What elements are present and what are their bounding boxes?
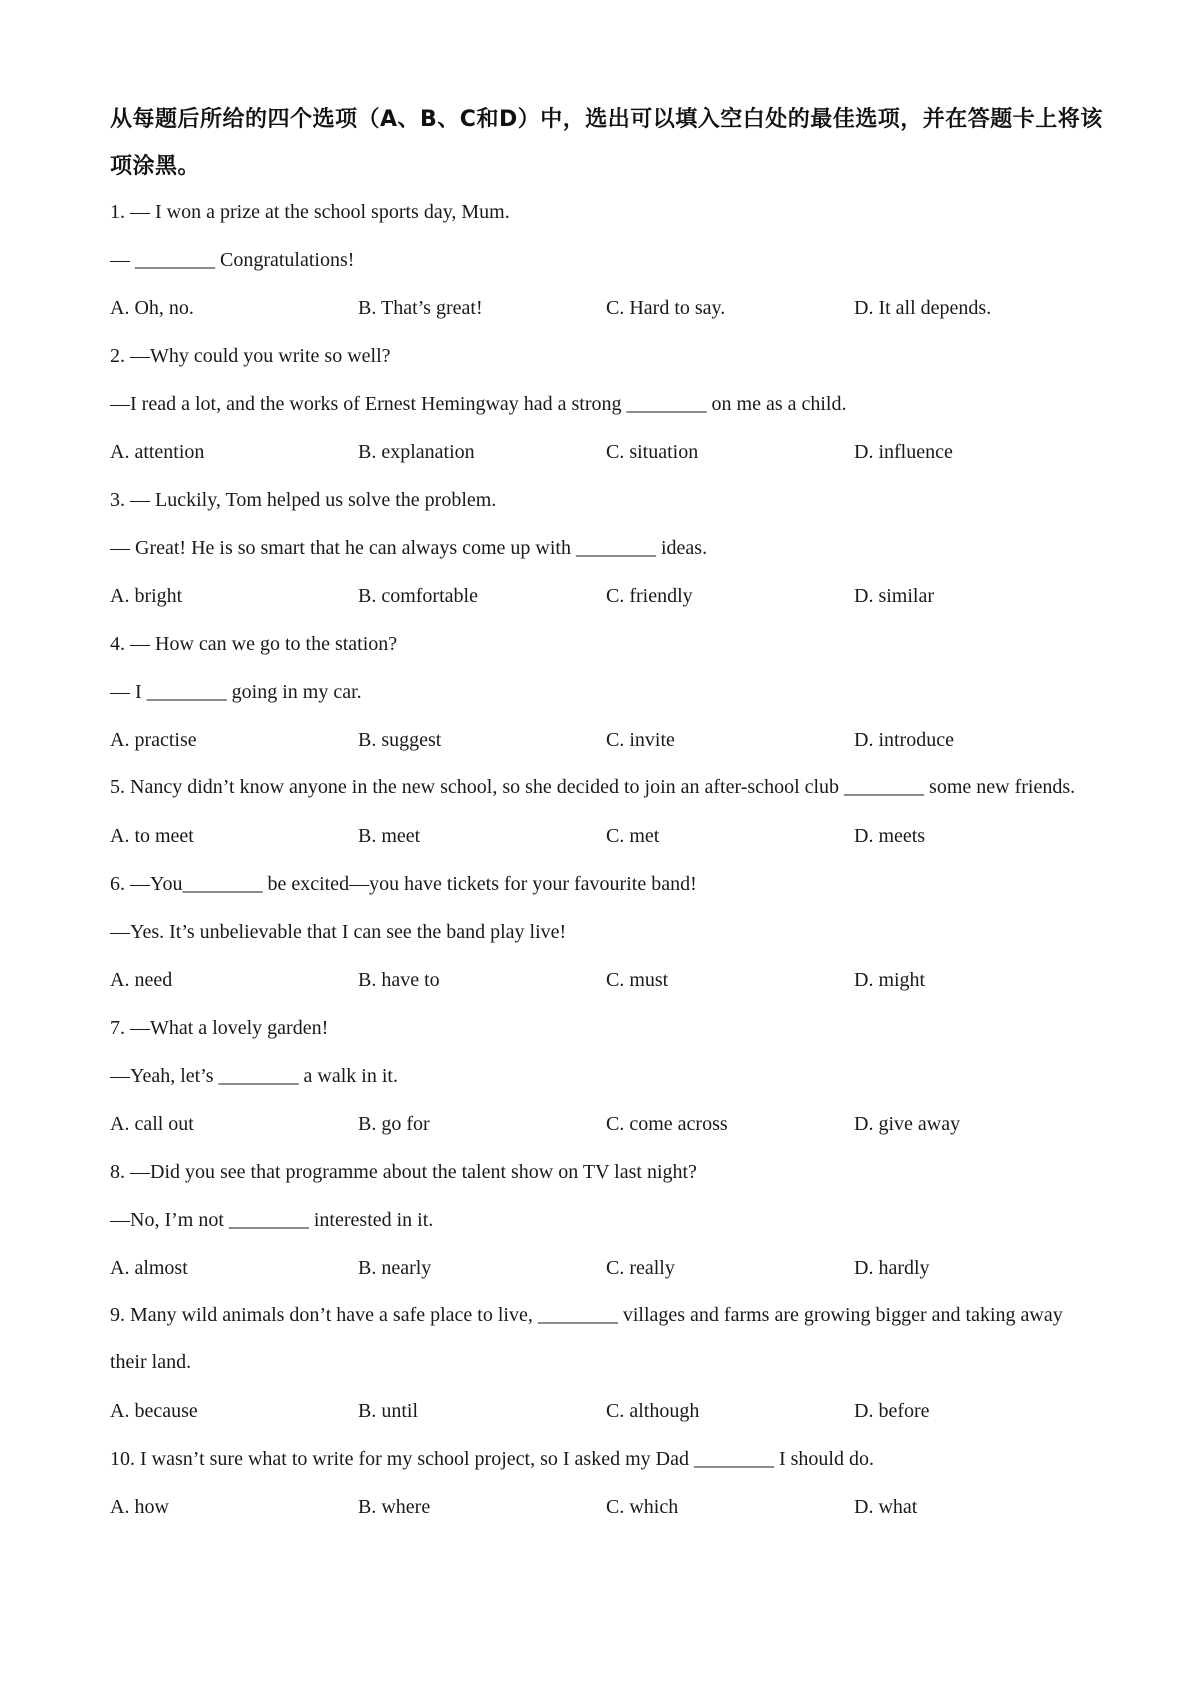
option-b[interactable]: B. explanation xyxy=(358,441,475,463)
question-response: — Great! He is so smart that he can always come up with ________ ideas. xyxy=(110,537,708,559)
question-8 xyxy=(110,1148,1100,1292)
option-d[interactable]: D. meets xyxy=(854,824,926,847)
answer-options xyxy=(110,1387,1100,1435)
option-b[interactable]: B. nearly xyxy=(358,1256,432,1279)
option-c[interactable]: C. situation xyxy=(606,441,699,463)
question-stem: 8. —Did you see that programme about the talent show on TV last night? xyxy=(110,1160,697,1183)
option-a[interactable]: A. almost xyxy=(110,1256,188,1279)
question-7 xyxy=(110,1004,1100,1148)
option-d[interactable]: D. before xyxy=(854,1399,930,1422)
section-instruction: 从每题后所给的四个选项（A、B、C和D）中，选出可以填入空白处的最佳选项，并在答题卡上将该项涂黑。 xyxy=(110,107,1103,179)
option-d[interactable]: D. similar xyxy=(854,585,934,607)
question-response: —No, I’m not ________ interested in it. xyxy=(110,1208,434,1231)
option-c[interactable]: C. really xyxy=(606,1256,675,1279)
option-c[interactable]: C. invite xyxy=(606,729,675,751)
option-d[interactable]: D. give away xyxy=(854,1112,961,1135)
question-stem: 4. — How can we go to the station? xyxy=(110,633,398,655)
option-b[interactable]: B. suggest xyxy=(358,729,442,751)
option-a[interactable]: A. practise xyxy=(110,729,197,751)
option-c[interactable]: C. friendly xyxy=(606,585,693,607)
option-a[interactable]: A. how xyxy=(110,1495,169,1518)
question-stem: 5. Nancy didn’t know anyone in the new school, so she decided to join an after-school club ________ some new friends. xyxy=(110,776,1076,798)
option-c[interactable]: C. which xyxy=(606,1495,679,1518)
answer-options xyxy=(110,716,1100,764)
question-stem: 10. I wasn’t sure what to write for my school project, so I asked my Dad ________ I should do. xyxy=(110,1447,874,1470)
option-d[interactable]: D. might xyxy=(854,968,926,991)
question-list xyxy=(110,188,1100,1531)
question-5 xyxy=(110,764,1100,860)
option-a[interactable]: A. call out xyxy=(110,1112,194,1135)
option-b[interactable]: B. until xyxy=(358,1399,419,1422)
question-response: — I ________ going in my car. xyxy=(110,681,362,703)
option-a[interactable]: A. because xyxy=(110,1399,198,1422)
option-d[interactable]: D. introduce xyxy=(854,729,954,751)
question-response: — ________ Congratulations! xyxy=(110,249,355,271)
answer-options xyxy=(110,812,1100,860)
question-4 xyxy=(110,620,1100,764)
option-a[interactable]: A. bright xyxy=(110,585,183,607)
option-a[interactable]: A. attention xyxy=(110,441,205,463)
question-response: —I read a lot, and the works of Ernest Hemingway had a strong ________ on me as a child. xyxy=(110,393,847,415)
answer-options xyxy=(110,956,1100,1004)
option-a[interactable]: A. to meet xyxy=(110,824,194,847)
question-stem: 6. —You________ be excited—you have tickets for your favourite band! xyxy=(110,872,697,895)
option-b[interactable]: B. That’s great! xyxy=(358,297,483,319)
option-c[interactable]: C. come across xyxy=(606,1112,728,1135)
question-stem: 7. —What a lovely garden! xyxy=(110,1016,329,1039)
question-1 xyxy=(110,188,1100,332)
option-a[interactable]: A. Oh, no. xyxy=(110,297,194,319)
option-c[interactable]: C. although xyxy=(606,1399,700,1422)
option-b[interactable]: B. meet xyxy=(358,824,421,847)
option-b[interactable]: B. comfortable xyxy=(358,585,478,607)
question-6 xyxy=(110,860,1100,1004)
option-c[interactable]: C. met xyxy=(606,824,660,847)
question-2 xyxy=(110,332,1100,476)
answer-options xyxy=(110,1244,1100,1292)
answer-options xyxy=(110,428,1100,476)
question-10 xyxy=(110,1435,1100,1531)
option-d[interactable]: D. what xyxy=(854,1495,918,1518)
question-response: —Yeah, let’s ________ a walk in it. xyxy=(110,1064,398,1087)
answer-options xyxy=(110,1100,1100,1148)
option-b[interactable]: B. have to xyxy=(358,968,440,991)
option-a[interactable]: A. need xyxy=(110,968,173,991)
question-response: —Yes. It’s unbelievable that I can see the band play live! xyxy=(110,920,567,943)
question-stem: 1. — I won a prize at the school sports day, Mum. xyxy=(110,201,510,223)
option-b[interactable]: B. where xyxy=(358,1495,431,1518)
question-stem: 9. Many wild animals don’t have a safe place to live, ________ villages and farms are growing bigger and taking away their land. xyxy=(110,1303,1063,1373)
question-3 xyxy=(110,476,1100,620)
question-stem: 2. —Why could you write so well? xyxy=(110,345,391,367)
question-stem: 3. — Luckily, Tom helped us solve the problem. xyxy=(110,489,497,511)
answer-options xyxy=(110,1483,1100,1531)
answer-options xyxy=(110,284,1100,332)
question-9 xyxy=(110,1292,1100,1435)
answer-options xyxy=(110,572,1100,620)
option-c[interactable]: C. Hard to say. xyxy=(606,297,726,319)
option-d[interactable]: D. hardly xyxy=(854,1256,930,1279)
option-d[interactable]: D. It all depends. xyxy=(854,297,992,319)
option-b[interactable]: B. go for xyxy=(358,1112,430,1135)
option-c[interactable]: C. must xyxy=(606,968,669,991)
option-d[interactable]: D. influence xyxy=(854,441,953,463)
